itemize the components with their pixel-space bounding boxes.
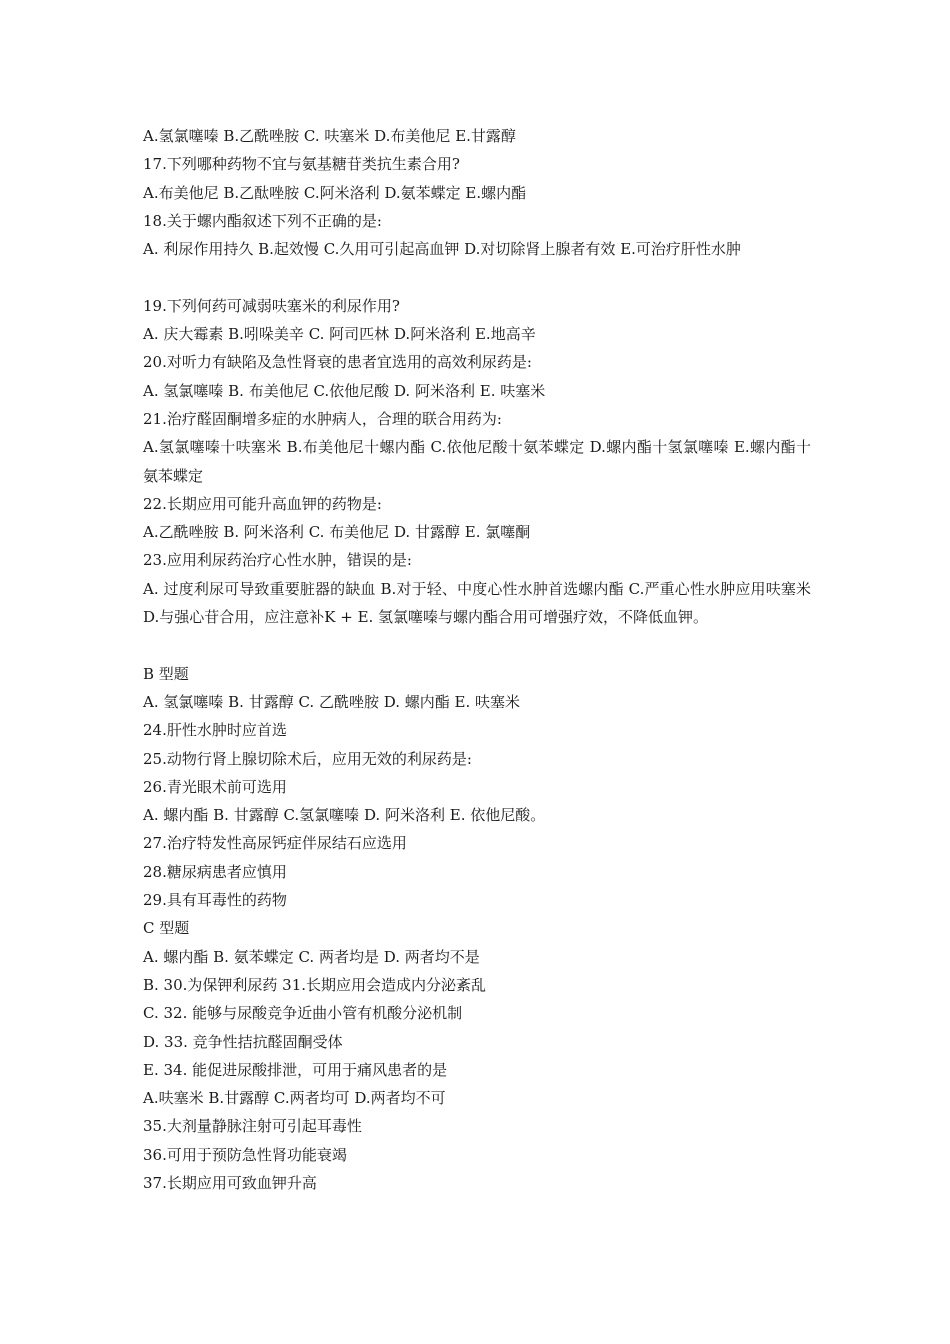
- question-25-stem: 25.动物行肾上腺切除术后，应用无效的利尿药是:: [143, 749, 472, 768]
- question-36-stem: 36.可用于预防急性肾功能衰竭: [143, 1145, 347, 1164]
- question-18-options: A. 利尿作用持久 B.起效慢 C.久用可引起高血钾 D.对切除肾上腺者有效 E.可治疗肝性水肿: [143, 240, 741, 259]
- question-22-stem: 22.长期应用可能升高血钾的药物是:: [143, 494, 382, 513]
- question-33-stem: D. 33. 竞争性拮抗醛固酮受体: [143, 1032, 343, 1051]
- question-29-stem: 29.具有耳毒性的药物: [143, 891, 287, 910]
- question-17-options: A.布美他尼 B.乙酞唑胺 C.阿米洛利 D.氨苯蝶定 E.螺内酯: [143, 183, 527, 202]
- section-c-options-1: A. 螺内酯 B. 氨苯蝶定 C. 两者均是 D. 两者均不是: [143, 947, 480, 966]
- question-17-stem: 17.下列哪种药物不宜与氨基糖苷类抗生素合用?: [143, 155, 460, 174]
- section-c-options-2: A.呋塞米 B.甘露醇 C.两者均可 D.两者均不可: [143, 1089, 446, 1108]
- question-30-31-stem: B. 30.为保钾利尿药 31.长期应用会造成内分泌紊乱: [143, 975, 487, 994]
- section-b-options-1: A. 氢氯噻嗪 B. 甘露醇 C. 乙酰唑胺 D. 螺内酯 E. 呋塞米: [143, 692, 520, 711]
- question-21-stem: 21.治疗醛固酮增多症的水肿病人，合理的联合用药为:: [143, 409, 502, 428]
- question-16-options: A.氢氯噻嗪 B.乙酰唑胺 C. 呋塞米 D.布美他尼 E.甘露醇: [143, 127, 516, 145]
- question-23-stem: 23.应用利尿药治疗心性水肿，错误的是:: [143, 551, 412, 570]
- question-34-stem: E. 34. 能促进尿酸排泄，可用于痛风患者的是: [143, 1060, 448, 1079]
- question-23-options: A. 过度利尿可导致重要脏器的缺血 B.对于轻、中度心性水肿首选螺内酯 C.严重心性水肿应用呋塞米 D.与强心苷合用，应注意补K + E. 氢氯噻嗪与螺内酯合用可增强疗效，不降低血钾。: [143, 579, 811, 627]
- question-37-stem: 37.长期应用可致血钾升高: [143, 1173, 317, 1192]
- question-19-options: A. 庆大霉素 B.吲哚美辛 C. 阿司匹林 D.阿米洛利 E.地高辛: [143, 325, 536, 344]
- question-18-stem: 18.关于螺内酯叙述下列不正确的是:: [143, 211, 382, 230]
- section-heading-c: C 型题: [143, 919, 190, 938]
- section-b-options-2: A. 螺内酯 B. 甘露醇 C.氢氯噻嗪 D. 阿米洛利 E. 依他尼酸。: [143, 806, 546, 825]
- question-22-options: A.乙酰唑胺 B. 阿米洛利 C. 布美他尼 D. 甘露醇 E. 氯噻酮: [143, 523, 531, 542]
- question-21-options: A.氢氯噻嗪十呋塞米 B.布美他尼十螺内酯 C.依他尼酸十氨苯蝶定 D.螺内酯十氢氯噻嗪 E.螺内酯十氨苯蝶定: [143, 438, 811, 485]
- question-20-stem: 20.对听力有缺陷及急性肾衰的患者宜选用的高效利尿药是:: [143, 353, 532, 372]
- question-35-stem: 35.大剂量静脉注射可引起耳毒性: [143, 1117, 362, 1136]
- question-20-options: A. 氢氯噻嗪 B. 布美他尼 C.依他尼酸 D. 阿米洛利 E. 呋塞米: [143, 381, 546, 400]
- question-27-stem: 27.治疗特发性高尿钙症伴尿结石应选用: [143, 834, 407, 853]
- document-page: [143, 122, 811, 1197]
- question-24-stem: 24.肝性水肿时应首选: [143, 721, 287, 740]
- question-19-stem: 19.下列何药可减弱呋塞米的利尿作用?: [143, 296, 400, 315]
- question-26-stem: 26.青光眼术前可选用: [143, 777, 287, 796]
- question-32-stem: C. 32. 能够与尿酸竞争近曲小管有机酸分泌机制: [143, 1004, 463, 1023]
- section-heading-b: B 型题: [143, 664, 189, 683]
- question-28-stem: 28.糖尿病患者应慎用: [143, 862, 287, 881]
